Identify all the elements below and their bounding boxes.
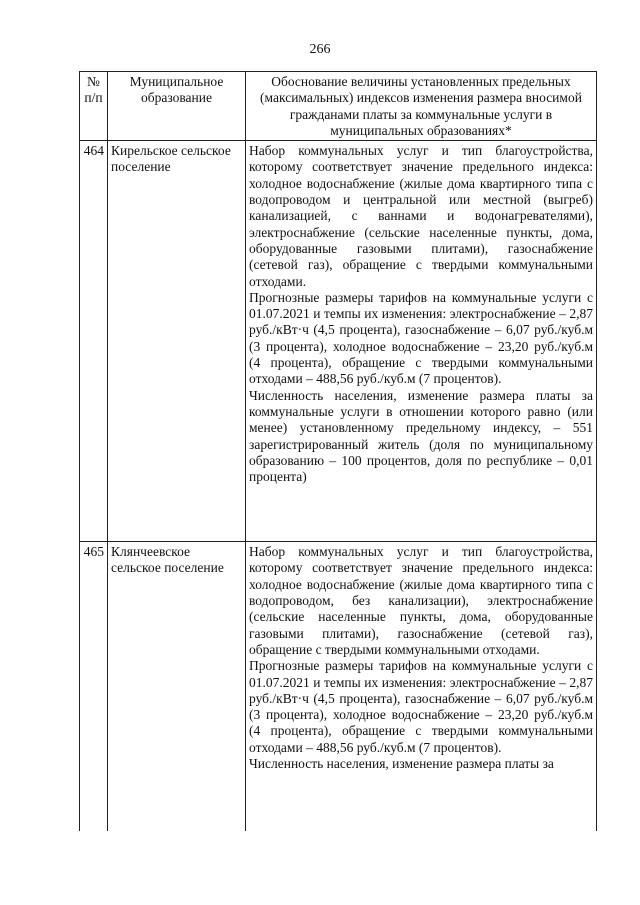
- page-number: 266: [309, 42, 331, 57]
- tariff-index-table: [79, 71, 597, 831]
- paragraph-services: Набор коммунальных услуг и тип благоустройства, которому соответствует значение предельного индекса: холодное водоснабжение (жилые дома квартирного типа с водопроводом, без канализации), электроснабжение (сельские населенные пункты, дома, оборудованные газовыми плитами), газоснабжение (сетевой газ), обращение с твердыми коммунальными отходами.: [249, 544, 593, 657]
- paragraph-population: Численность населения, изменение размера платы за коммунальные услуги в отношении которого равно (или менее) установленному предельному индексу, – 551 зарегистрированный житель (доля по муниципальному образованию – 100 процентов, доля по республике – 0,01 процента): [249, 387, 593, 485]
- row-municipality: Кирельское сельское поселение: [108, 141, 246, 542]
- row-justification: [246, 542, 597, 832]
- paragraph-tariffs: Прогнозные размеры тарифов на коммунальные услуги с 01.07.2021 и темпы их изменения: электроснабжение – 2,87 руб./кВт·ч (4,5 процента), газоснабжение – 6,07 руб./куб.м (3 процента), холодное водоснабжение – 23,20 руб./куб.м (4 процента), обращение с твердыми коммунальными отходами – 488,56 руб./куб.м (7 процентов).: [249, 289, 593, 387]
- header-justification: Обоснование величины установленных предельных (максимальных) индексов изменения размера вносимой гражданами платы за коммунальные услуги в муниципальных образованиях*: [246, 72, 597, 141]
- table-row: [80, 141, 597, 542]
- row-justification: [246, 141, 597, 542]
- paragraph-tariffs: Прогнозные размеры тарифов на коммунальные услуги с 01.07.2021 и темпы их изменения: электроснабжение – 2,87 руб./кВт·ч (4,5 процента), газоснабжение – 6,07 руб./куб.м (3 процента), холодное водоснабжение – 23,20 руб./куб.м (4 процента), обращение с твердыми коммунальными отходами – 488,56 руб./куб.м (7 процентов).: [249, 658, 593, 755]
- row-municipality: Клянчеевское сельское поселение: [108, 542, 246, 832]
- paragraph-population: Численность населения, изменение размера платы за: [249, 756, 554, 772]
- header-number: № п/п: [80, 72, 108, 141]
- header-municipality: Муниципальное образование: [108, 72, 246, 141]
- row-number: 465: [80, 542, 108, 832]
- row-number: 464: [80, 141, 108, 542]
- table-row: [80, 542, 597, 832]
- paragraph-services: Набор коммунальных услуг и тип благоустройства, которому соответствует значение предельного индекса: холодное водоснабжение (жилые дома квартирного типа с водопроводом и центральной или местной (выгреб) канализацией, с ваннами и водонагревателями), электроснабжение (сельские населенные пункты, дома, оборудованные газовыми плитами), газоснабжение (сетевой газ), обращение с твердыми коммунальными отходами.: [249, 143, 593, 289]
- table-header-row: [80, 72, 597, 141]
